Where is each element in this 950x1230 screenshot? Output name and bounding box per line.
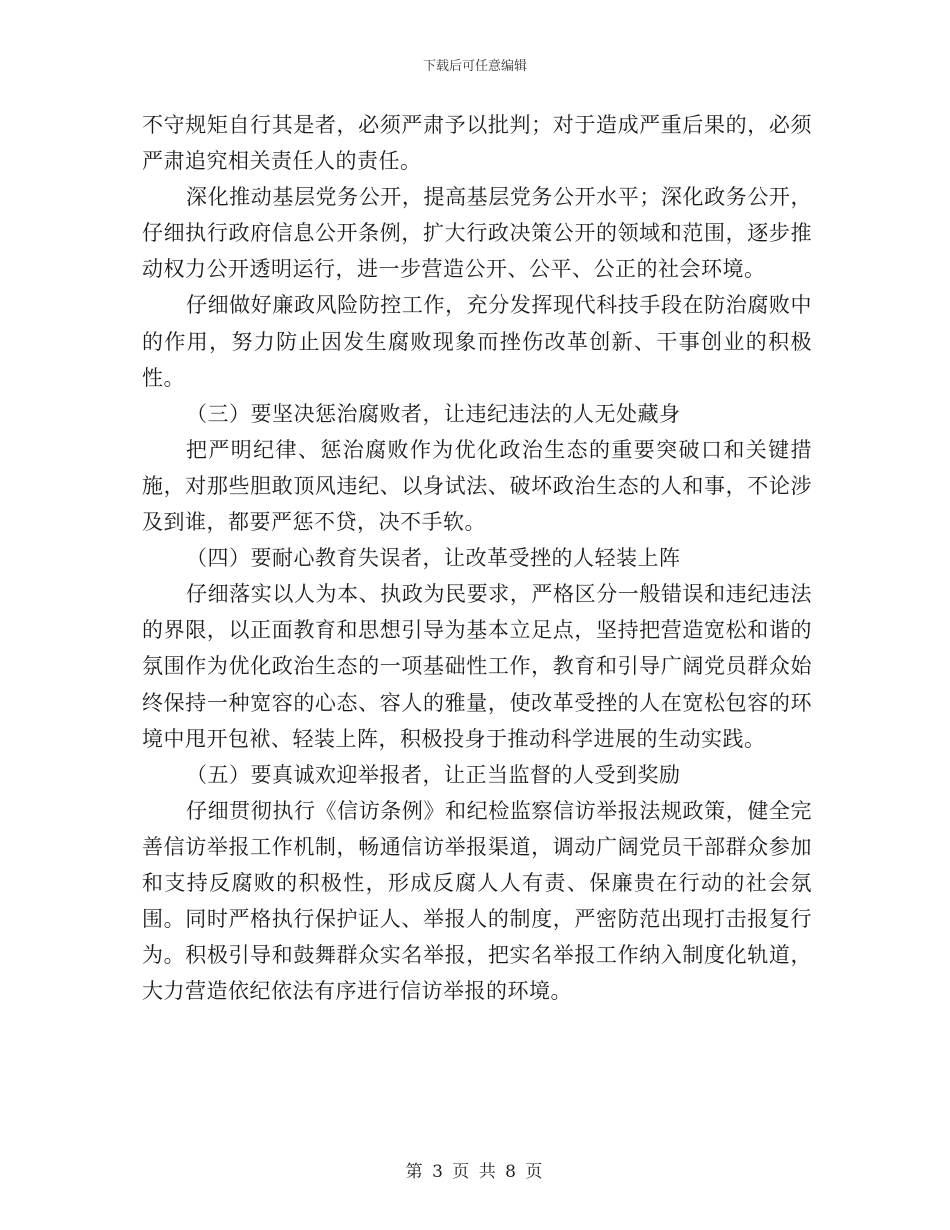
paragraph-6: 仔细贯彻执行《信访条例》和纪检监察信访举报法规政策，健全完善信访举报工作机制，畅通信访举报渠道，调动广阔党员干部群众参加和支持反腐败的积极性，形成反腐人人有责、保廉贵在行动的社会氛围。同时严格执行保护证人、举报人的制度，严密防范出现打击报复行为。积极引导和鼓舞群众实名举报，把实名举报工作纳入制度化轨道，大力营造依纪依法有序进行信访举报的环境。: [142, 798, 812, 1004]
section-heading-5: （五）要真诚欢迎举报者，让正当监督的人受到奖励: [186, 762, 681, 787]
paragraph-5: 仔细落实以人为本、执政为民要求，严格区分一般错误和违纪违法的界限，以正面教育和思想引导为基本立足点，坚持把营造宽松和谐的氛围作为优化政治生态的一项基础性工作，教育和引导广阔党员群众始终保持一种宽容的心态、容人的雅量，使改革受挫的人在宽松包容的环境中甩开包袱、轻装上阵，积极投身于推动科学进展的生动实践。: [142, 582, 812, 751]
section-heading-4: （四）要耐心教育失误者，让改革受挫的人轻装上阵: [186, 546, 681, 571]
page-footer: 第 3 页 共 8 页: [405, 1162, 545, 1182]
paragraph-2: 深化推动基层党务公开，提高基层党务公开水平；深化政务公开，仔细执行政府信息公开条例，扩大行政决策公开的领域和范围，逐步推动权力公开透明运行，进一步营造公开、公平、公正的社会环境。: [142, 185, 812, 282]
paragraph-4: 把严明纪律、惩治腐败作为优化政治生态的重要突破口和关键措施，对那些胆敢顶风违纪、以身试法、破坏政治生态的人和事，不论涉及到谁，都要严惩不贷，决不手软。: [142, 437, 812, 535]
section-heading-3: （三）要坚决惩治腐败者，让违纪违法的人无处藏身: [186, 401, 681, 426]
paragraph-1: 不守规矩自行其是者，必须严肃予以批判；对于造成严重后果的，必须严肃追究相关责任人的责任。: [142, 113, 812, 174]
paragraph-3: 仔细做好廉政风险防控工作，充分发挥现代科技手段在防治腐败中的作用，努力防止因发生腐败现象而挫伤改革创新、干事创业的积极性。: [142, 293, 812, 390]
document-body: [142, 107, 812, 1009]
page-header: 下载后可任意编辑: [422, 59, 527, 74]
